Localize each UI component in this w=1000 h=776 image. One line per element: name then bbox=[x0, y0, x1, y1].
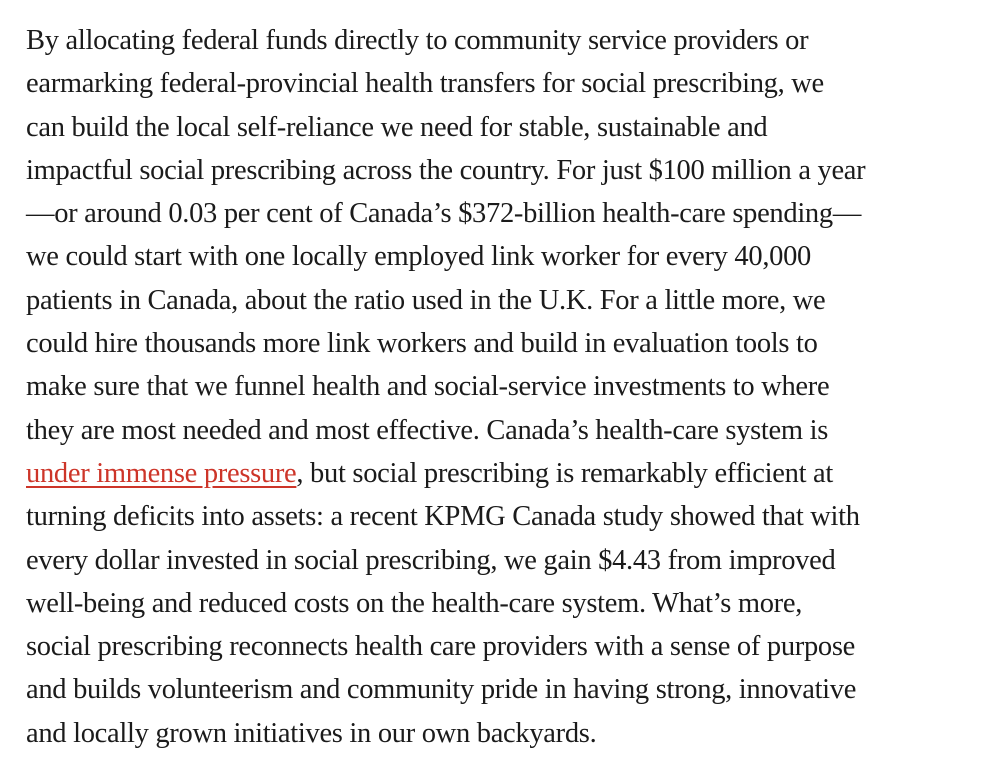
paragraph-line-with-link bbox=[26, 452, 980, 495]
paragraph-line: impactful social prescribing across the country. For just $100 million a year bbox=[26, 154, 866, 186]
paragraph-line: they are most needed and most effective. Canada’s health-care system is bbox=[26, 414, 829, 446]
paragraph-line: well-being and reduced costs on the health-care system. What’s more, bbox=[26, 587, 803, 619]
under-immense-pressure-link[interactable]: under immense pressure bbox=[26, 457, 297, 489]
paragraph-line: By allocating federal funds directly to community service providers or bbox=[26, 25, 809, 56]
paragraph-line: make sure that we funnel health and social-service investments to where bbox=[26, 371, 830, 403]
paragraph-line-text: , but social prescribing is remarkably efficient at bbox=[296, 457, 833, 489]
paragraph-line: every dollar invested in social prescribing, we gain $4.43 from improved bbox=[26, 544, 836, 576]
paragraph-line: turning deficits into assets: a recent KPMG Canada study showed that with bbox=[26, 501, 860, 533]
paragraph-line: —or around 0.03 per cent of Canada’s $372-billion health-care spending— bbox=[26, 198, 862, 230]
paragraph-line: earmarking federal-provincial health transfers for social prescribing, we bbox=[26, 68, 824, 100]
paragraph-line: and builds volunteerism and community pride in having strong, innovative bbox=[26, 674, 857, 706]
paragraph-line: and locally grown initiatives in our own backyards. bbox=[26, 717, 597, 749]
paragraph-line: can build the local self-reliance we need for stable, sustainable and bbox=[26, 111, 768, 143]
paragraph-line: we could start with one locally employed link worker for every 40,000 bbox=[26, 241, 811, 273]
paragraph-line: social prescribing reconnects health care providers with a sense of purpose bbox=[26, 631, 856, 663]
paragraph-line: patients in Canada, about the ratio used in the U.K. For a little more, we bbox=[26, 284, 826, 316]
paragraph-line: could hire thousands more link workers and build in evaluation tools to bbox=[26, 328, 818, 360]
